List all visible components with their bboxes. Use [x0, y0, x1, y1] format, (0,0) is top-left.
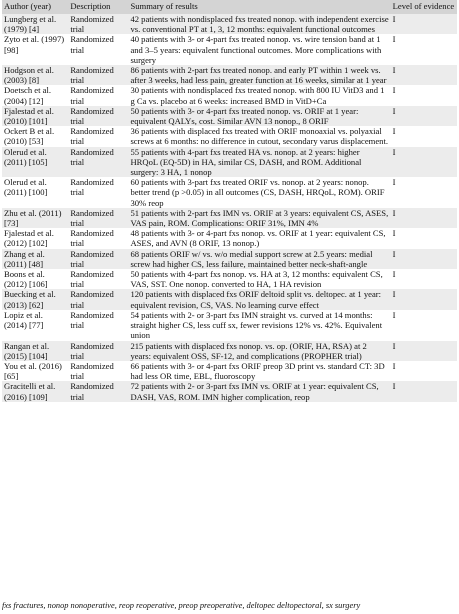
table-row: [2, 228, 457, 248]
table-row: [2, 147, 457, 178]
cell-description: Randomized trial: [68, 310, 128, 341]
cell-summary: 42 patients with nondisplaced fxs treated nonop. with independent exercise vs. conventional PT at 1, 3, 12 months: equivalent functional outcomes: [130, 14, 389, 35]
cell-level: I: [391, 381, 457, 401]
cell-author: Olerud et al. (2011) [105]: [2, 147, 68, 178]
cell-summary: 50 patients with 3- or 4-part fxs treated nonop. vs. ORIF at 1 year: equivalent QALYs, cost. Similar AVN 13 nonop., 8 ORIF: [128, 106, 390, 126]
cell-description: Randomized trial: [68, 106, 128, 126]
cell-description: Randomized trial: [68, 249, 128, 269]
results-table: [2, 0, 457, 402]
cell-description: Randomized trial: [68, 208, 128, 228]
cell-level: I: [391, 341, 457, 361]
cell-summary: 54 patients with 2- or 3-part fxs IMN straight vs. curved at 14 months: straight higher CS, less cuff sx, fewer revisions 12% vs. 42%. Equivalent union: [128, 310, 390, 341]
cell-description: Randomized trial: [68, 147, 128, 178]
header-description: Description: [68, 0, 128, 14]
table-footnote: fxs fractures, nonop nonoperative, reop reoperative, preop preoperative, deltopec deltopectoral, sx surgery: [2, 601, 361, 610]
cell-author: Buecking et al. (2013) [62]: [2, 289, 68, 309]
table-row: [2, 14, 457, 34]
table-row: [2, 249, 457, 269]
table-row: [2, 208, 457, 228]
cell-level: I: [391, 228, 457, 248]
cell-author: Ockert B et al. (2010) [53]: [2, 126, 68, 146]
cell-summary: 51 patients with 2-part fxs IMN vs. ORIF at 3 years: equivalent CS, ASES, VAS pain, ROM. Complications: ORIF 31%, IMN 4%: [128, 208, 390, 228]
cell-author: Fjalestad et al. (2010) [101]: [2, 106, 68, 126]
cell-author: Doetsch et al. (2004) [12]: [2, 85, 68, 105]
cell-summary: 36 patients with displaced fxs treated with ORIF monoaxial vs. polyaxial screws at 6 months: no difference in cutout, secondary varus displacement.: [128, 126, 390, 146]
cell-author: Rangan et al. (2015) [104]: [2, 341, 68, 361]
cell-level: I: [391, 208, 457, 228]
header-author: Author (year): [2, 0, 68, 14]
cell-author: Lopiz et al. (2014) [77]: [2, 310, 68, 341]
cell-description: Randomized trial: [68, 65, 128, 85]
table-row: [2, 361, 457, 381]
cell-description: Randomized trial: [68, 381, 128, 401]
cell-author: You et al. (2016) [65]: [2, 361, 68, 381]
cell-summary: 68 patients ORIF w/ vs. w/o medial support screw at 2.5 years: medial screw had higher CS, less failure, maintained better neck-shaft-angle: [128, 249, 390, 269]
cell-description: Randomized trial: [68, 85, 128, 105]
cell-level: I: [391, 85, 457, 105]
table-row: [2, 381, 457, 401]
cell-description: Randomized trial: [68, 14, 128, 34]
cell-description: Randomized trial: [68, 361, 128, 381]
cell-level: I: [391, 177, 457, 208]
cell-summary: 30 patients with nondisplaced fxs treated nonop. with 800 IU VitD3 and 1 g Ca vs. placebo at 6 weeks: increased BMD in VitD+Ca: [128, 85, 390, 105]
cell-summary: 60 patients with 3-part fxs treated ORIF vs. nonop. at 2 years: nonop. better trend (p >0.05) in all outcomes (CS, DASH, HRQoL, ROM). ORIF 30% reop: [128, 177, 390, 208]
cell-description: Randomized trial: [68, 177, 128, 208]
cell-description: Randomized trial: [68, 341, 128, 361]
table-row: [2, 289, 457, 309]
cell-description: Randomized trial: [68, 34, 128, 65]
table-row: [2, 34, 457, 65]
table-row: [2, 177, 457, 208]
cell-level: I: [391, 269, 457, 289]
cell-level: I: [391, 65, 457, 85]
cell-summary: 40 patients with 3- or 4-part fxs treated nonop. vs. wire tension band at 1 and 3–5 years: equivalent functional outcomes. More complications with surgery: [128, 34, 390, 65]
cell-level: I: [391, 14, 457, 34]
cell-level: I: [391, 34, 457, 65]
cell-summary: 120 patients with displaced fxs ORIF deltoid split vs. deltopec. at 1 year: equivalent revision, CS, VAS. No learning curve effect: [128, 289, 390, 309]
cell-author: Gracitelli et al. (2016) [109]: [2, 381, 68, 401]
cell-author: Zhang et al. (2011) [48]: [2, 249, 68, 269]
cell-description: Randomized trial: [68, 126, 128, 146]
cell-level: I: [391, 106, 457, 126]
table-row: [2, 106, 457, 126]
cell-author: Boons et al. (2012) [106]: [2, 269, 68, 289]
table-row: [2, 310, 457, 341]
cell-summary: 215 patients with displaced fxs nonop. vs. op. (ORIF, HA, RSA) at 2 years: equivalent OSS, SF-12, and complications (PROPHER trial): [128, 341, 390, 361]
table-row: [2, 269, 457, 289]
cell-author: Zyto et al. (1997) [98]: [2, 34, 68, 65]
table-row: [2, 65, 457, 85]
cell-author: Olerud et al. (2011) [100]: [2, 177, 68, 208]
cell-level: I: [391, 310, 457, 341]
cell-summary: 55 patients with 4-part fxs treated HA vs. nonop. at 2 years: higher HRQoL (EQ-5D) in HA, similar CS, DASH, and ROM. Additional surgery: 3 HA, 1 nonop: [128, 147, 390, 178]
header-summary: Summary of results: [128, 0, 390, 14]
cell-level: I: [391, 289, 457, 309]
cell-description: Randomized trial: [68, 269, 128, 289]
cell-level: I: [391, 126, 457, 146]
cell-summary: 48 patients with 3- or 4-part fxs nonop. vs. ORIF at 1 year: equivalent CS, ASES, and AVN (8 ORIF, 13 nonop.): [128, 228, 390, 248]
cell-summary: 72 patients with 2- or 3-part fxs IMN vs. ORIF at 1 year: equivalent CS, DASH, VAS, ROM. IMN higher complication, reop: [128, 381, 390, 401]
cell-author: Zhu et al. (2011) [73]: [2, 208, 68, 228]
cell-level: I: [391, 249, 457, 269]
cell-author: Hodgson et al. (2003) [8]: [2, 65, 68, 85]
table-row: [2, 85, 457, 105]
cell-description: Randomized trial: [68, 289, 128, 309]
cell-level: I: [391, 361, 457, 381]
cell-author: Fjalestad et al. (2012) [102]: [2, 228, 68, 248]
cell-author: Lungberg et al. (1979) [4]: [2, 14, 68, 34]
cell-summary: 86 patients with 2-part fxs treated nonop. and early PT within 1 week vs. after 3 weeks, had less pain, greater function at 16 weeks, similar at 1 year: [128, 65, 390, 85]
table-row: [2, 126, 457, 146]
cell-summary: 50 patients with 4-part fxs nonop. vs. HA at 3, 12 months: equivalent CS, VAS, SST. One nonop. converted to HA, 1 HA revision: [128, 269, 390, 289]
cell-level: I: [391, 147, 457, 178]
cell-description: Randomized trial: [68, 228, 128, 248]
table-row: [2, 341, 457, 361]
cell-summary: 66 patients with 3- or 4-part fxs ORIF preop 3D print vs. standard CT: 3D had less OR time, EBL, fluoroscopy: [128, 361, 390, 381]
header-level: Level of evidence: [391, 0, 457, 14]
table-header-row: [2, 0, 457, 14]
